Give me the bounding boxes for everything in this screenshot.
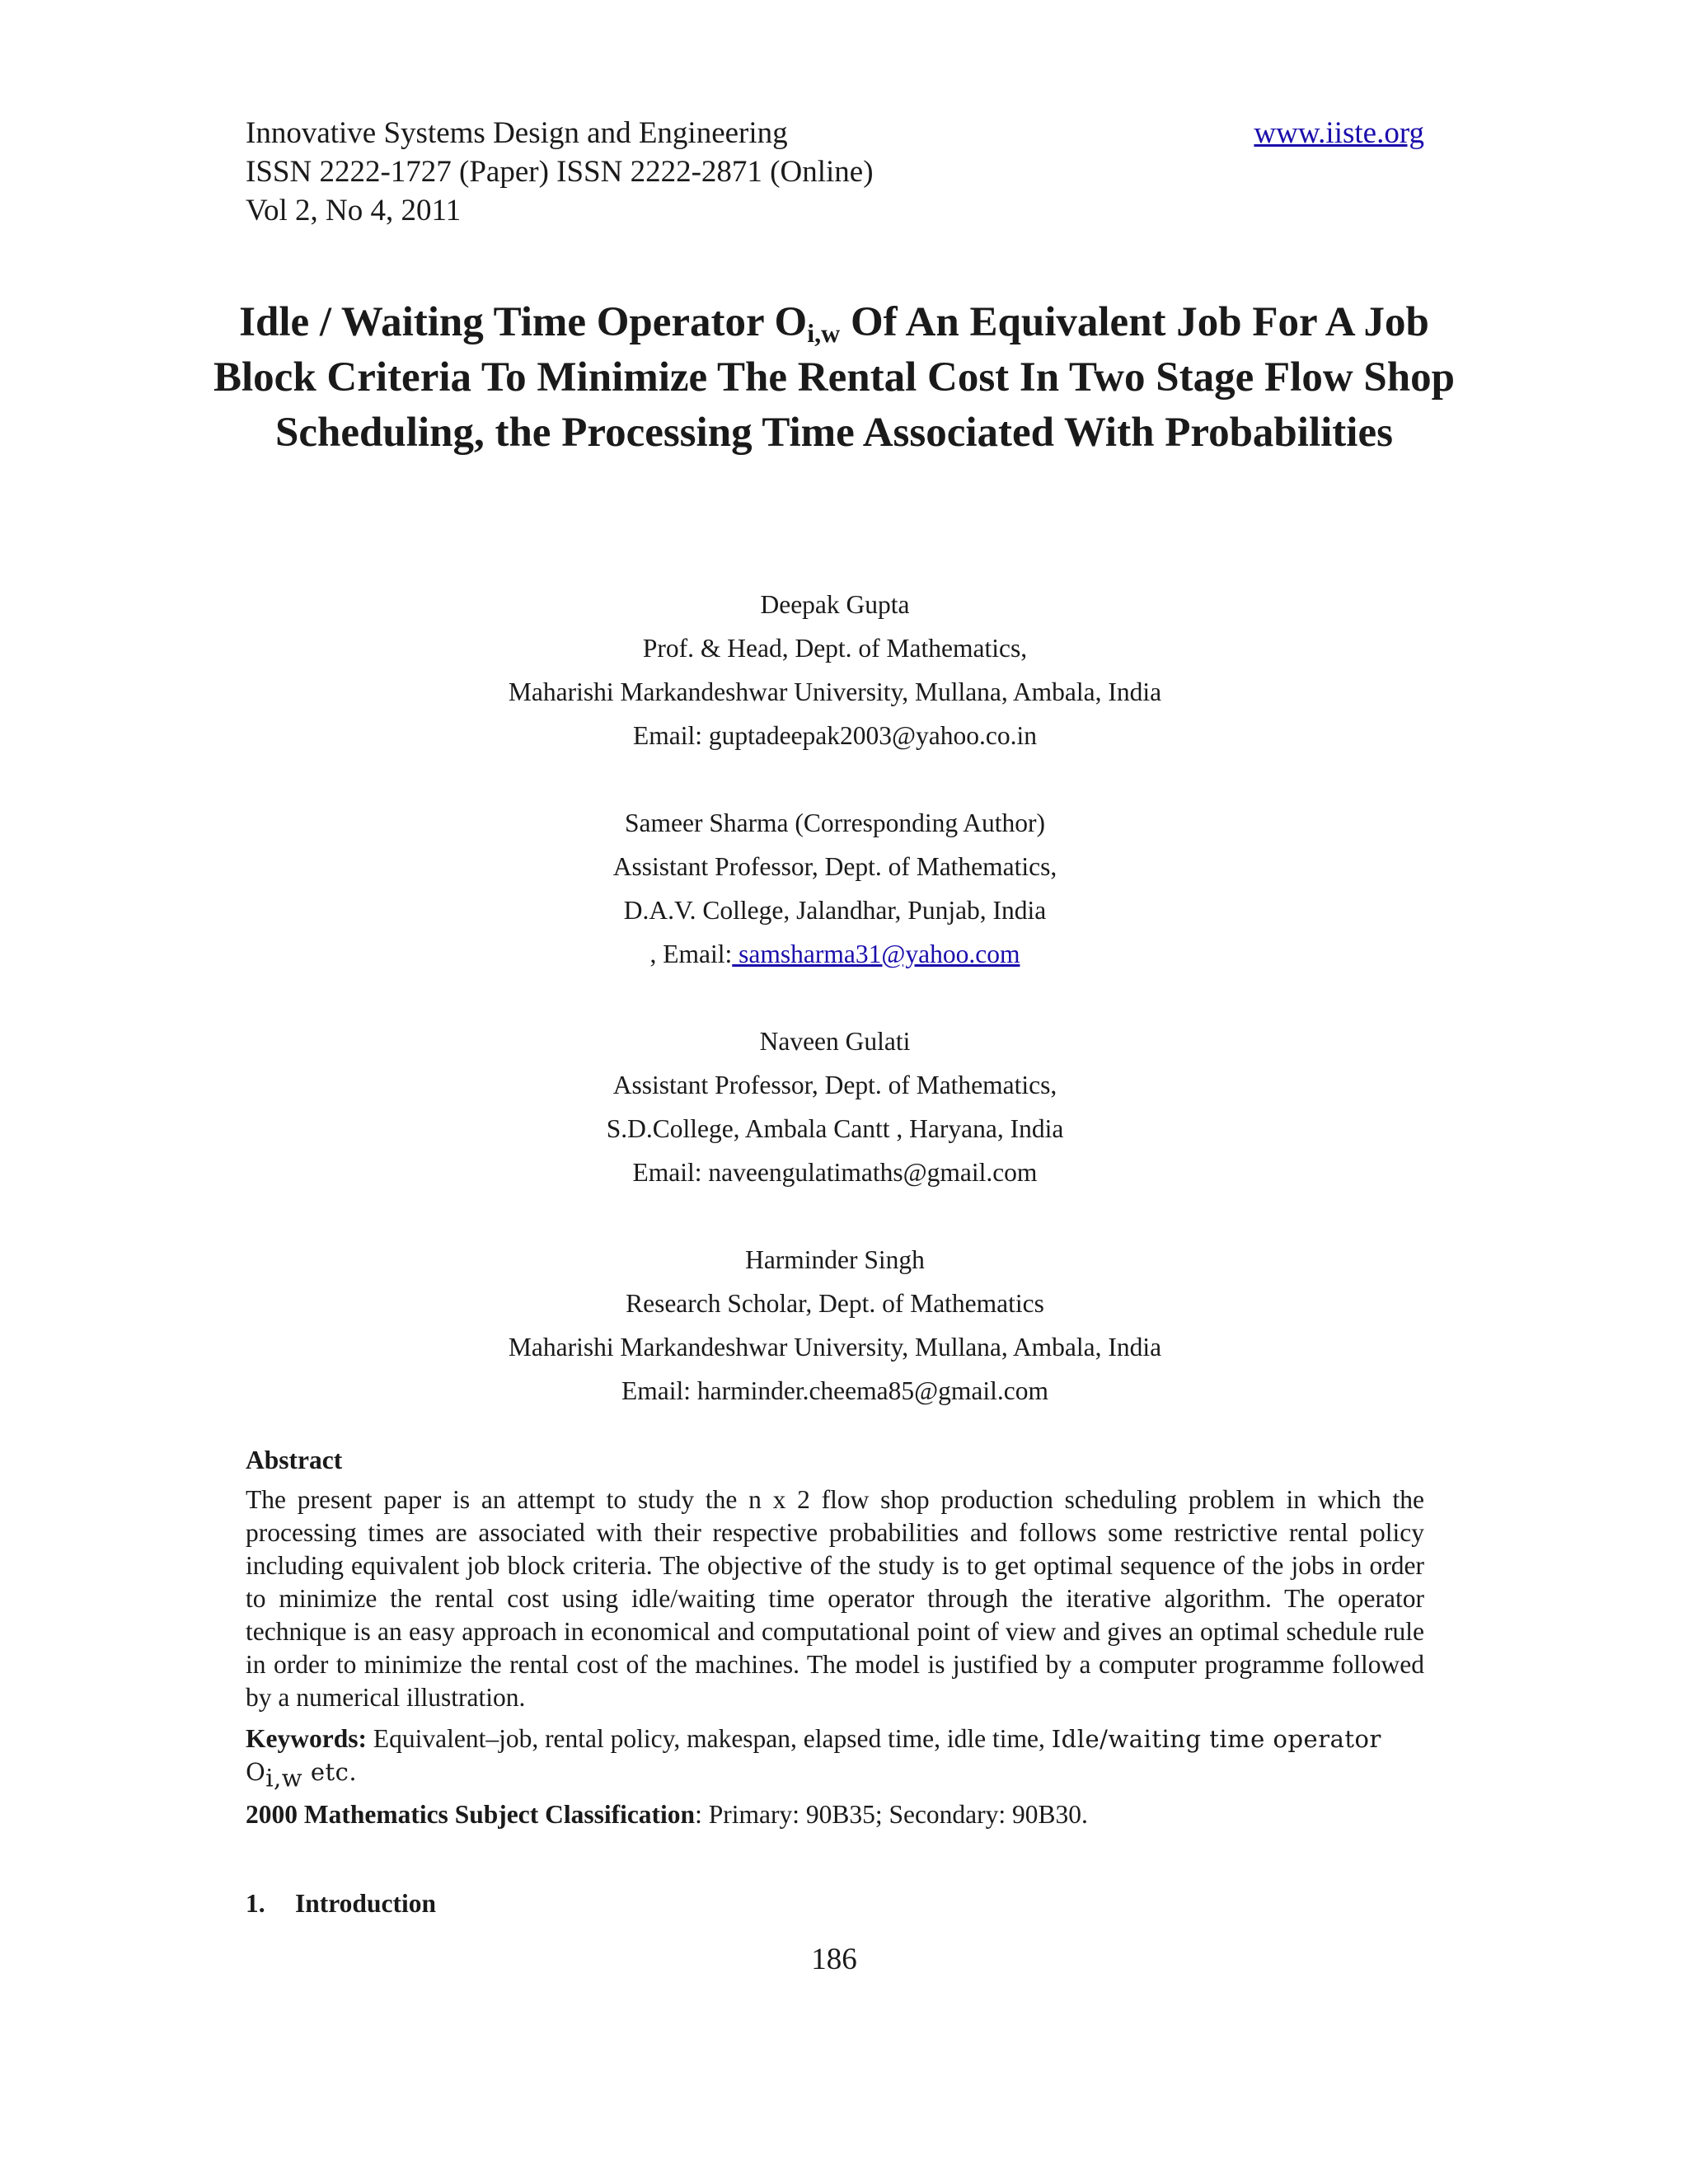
subject-classification: [246, 1798, 1424, 1831]
author-email: Email: harminder.cheema85@gmail.com: [621, 1376, 1048, 1405]
abstract-heading: Abstract: [246, 1446, 343, 1474]
author-email: Email: naveengulatimaths@gmail.com: [632, 1158, 1038, 1187]
title-part-2: Of An Equivalent Job For A Job Block Criteria To Minimize The Rental Cost In Two Stage Flow Shop Scheduling, the Processing Time Associated With Probabilities: [213, 299, 1455, 456]
author-position: Assistant Professor, Dept. of Mathematics,: [612, 1071, 1057, 1099]
author-name: Naveen Gulati: [759, 1027, 911, 1056]
author-email-link[interactable]: samsharma31@yahoo.com: [732, 940, 1020, 968]
keywords-suffix: etc.: [302, 1758, 358, 1786]
author-name: Harminder Singh: [745, 1245, 925, 1274]
author-affiliation: Maharishi Markandeshwar University, Mullana, Ambala, India: [508, 677, 1162, 706]
keywords-text: Equivalent–job, rental policy, makespan, elapsed time, idle time,: [366, 1724, 1052, 1753]
author-block: [246, 1238, 1424, 1413]
journal-issn: ISSN 2222-1727 (Paper) ISSN 2222-2871 (Online): [246, 155, 874, 189]
journal-volume: Vol 2, No 4, 2011: [246, 194, 462, 227]
author-block: [246, 1019, 1424, 1194]
keywords-operator: Idle/waiting time operator O: [246, 1725, 1381, 1786]
msc-label: 2000 Mathematics Subject Classification: [246, 1800, 696, 1829]
keywords: [246, 1722, 1424, 1793]
email-prefix: , Email:: [649, 940, 733, 968]
title-part-1: Idle / Waiting Time Operator O: [239, 299, 808, 345]
author-affiliation: Maharishi Markandeshwar University, Mullana, Ambala, India: [508, 1333, 1162, 1361]
section-title: Introduction: [295, 1889, 436, 1918]
author-email: [246, 932, 1424, 976]
keywords-label: Keywords:: [246, 1724, 367, 1753]
section-heading: [246, 1887, 436, 1920]
title-subscript: i,w: [807, 318, 841, 348]
author-block: [246, 583, 1424, 757]
author-affiliation: S.D.College, Ambala Cantt , Haryana, India: [606, 1114, 1064, 1143]
abstract-text: The present paper is an attempt to study the n x 2 flow shop production scheduling problem in which the processing times are associated with their respective probabilities and follows some restrictive rental policy including equivalent job block criteria. The objective of the study is to get optimal sequence of the jobs in order to minimize the rental cost using idle/waiting time operator through the iterative algorithm. The operator technique is an easy approach in economical and computational point of view and gives an optimal schedule rule in order to minimize the rental cost of the machines. The model is justified by a computer programme followed by a numerical illustration.: [246, 1485, 1424, 1712]
author-email: Email: guptadeepak2003@yahoo.co.in: [632, 721, 1037, 750]
author-name: Deepak Gupta: [760, 590, 910, 619]
section-number: 1.: [246, 1889, 265, 1918]
author-name: Sameer Sharma (Corresponding Author): [624, 808, 1045, 837]
author-position: Assistant Professor, Dept. of Mathematics,: [612, 852, 1057, 881]
author-list: [246, 583, 1424, 1456]
author-position: Prof. & Head, Dept. of Mathematics,: [642, 634, 1028, 663]
msc-text: : Primary: 90B35; Secondary: 90B30.: [695, 1800, 1088, 1829]
keywords-operator-subscript: i,w: [265, 1764, 303, 1793]
author-block: [246, 801, 1424, 976]
paper-title: [206, 295, 1462, 461]
journal-header: [246, 114, 1424, 230]
journal-website-link[interactable]: www.iiste.org: [1254, 116, 1424, 150]
page-number: 186: [811, 1943, 857, 1976]
journal-name: Innovative Systems Design and Engineering: [246, 116, 788, 150]
author-affiliation: D.A.V. College, Jalandhar, Punjab, India: [623, 896, 1047, 925]
author-position: Research Scholar, Dept. of Mathematics: [626, 1289, 1044, 1318]
